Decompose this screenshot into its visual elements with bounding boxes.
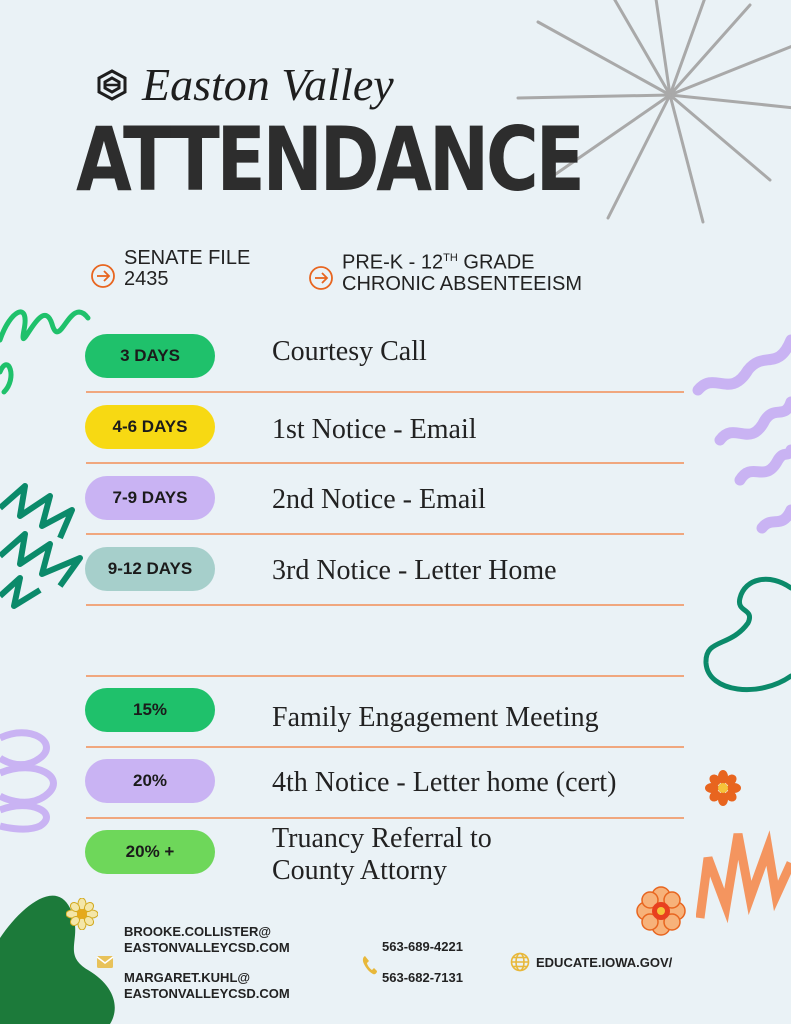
globe-icon (510, 952, 530, 972)
email-contact[interactable] (124, 970, 290, 1002)
step-label (272, 823, 492, 887)
logo-icon (96, 69, 128, 101)
step-label: Courtesy Call (272, 336, 427, 367)
step-label: Family Engagement Meeting (272, 702, 599, 733)
percent-badge: 20% + (85, 830, 215, 874)
lavender-wave-decoration (690, 310, 791, 560)
page-title: ATTENDANCE (76, 108, 582, 211)
step-label-line: Truancy Referral to (272, 823, 492, 854)
divider (86, 604, 684, 606)
days-badge: 4-6 DAYS (85, 405, 215, 449)
green-blob-decoration (0, 878, 125, 1024)
flower-icon (636, 886, 686, 936)
divider (86, 817, 684, 819)
subheading-grade-range (308, 248, 582, 295)
teal-zigzag-decoration (0, 478, 90, 618)
percent-badge: 20% (85, 759, 215, 803)
subheading-line: CHRONIC ABSENTEEISM (342, 272, 583, 295)
subheading-line: SENATE FILE (124, 247, 251, 269)
arrow-right-circle-icon (90, 263, 116, 289)
days-badge: 7-9 DAYS (85, 476, 215, 520)
phone-number[interactable]: 563-689-4221 (382, 939, 463, 954)
arrow-right-circle-icon (308, 265, 334, 291)
subheading-line: PRE-K - 12TH GRADE (342, 251, 535, 274)
step-label: 3rd Notice - Letter Home (272, 555, 557, 586)
teal-scribble-decoration (700, 568, 791, 703)
website-link[interactable]: EDUCATE.IOWA.GOV/ (536, 955, 673, 970)
phone-icon (362, 955, 378, 975)
days-badge: 9-12 DAYS (85, 547, 215, 591)
days-badge: 3 DAYS (85, 334, 215, 378)
lavender-coil-decoration (0, 718, 80, 833)
subheading-line: 2435 (124, 268, 169, 290)
email-line: BROOKE.COLLISTER@ (124, 924, 272, 939)
subheading-senate-file (90, 248, 250, 290)
divider (86, 746, 684, 748)
email-line: EASTONVALLEYCSD.COM (124, 986, 290, 1001)
daisy-icon (66, 898, 98, 930)
percent-badge: 15% (85, 688, 215, 732)
step-label: 2nd Notice - Email (272, 484, 486, 515)
step-label: 4th Notice - Letter home (cert) (272, 767, 617, 798)
step-label: 1st Notice - Email (272, 414, 477, 445)
divider (86, 391, 684, 393)
phone-number[interactable]: 563-682-7131 (382, 970, 463, 985)
divider (86, 675, 684, 677)
email-line: MARGARET.KUHL@ (124, 970, 251, 985)
green-loop-decoration (0, 282, 100, 397)
mail-icon (96, 955, 114, 969)
orange-flower-icon (705, 770, 741, 806)
brand (96, 58, 394, 111)
divider (86, 462, 684, 464)
step-label-line: County Attorny (272, 855, 448, 886)
email-contact[interactable] (124, 924, 290, 956)
brand-name: Easton Valley (142, 59, 394, 110)
divider (86, 533, 684, 535)
orange-zigzag-decoration (696, 818, 791, 930)
email-line: EASTONVALLEYCSD.COM (124, 940, 290, 955)
